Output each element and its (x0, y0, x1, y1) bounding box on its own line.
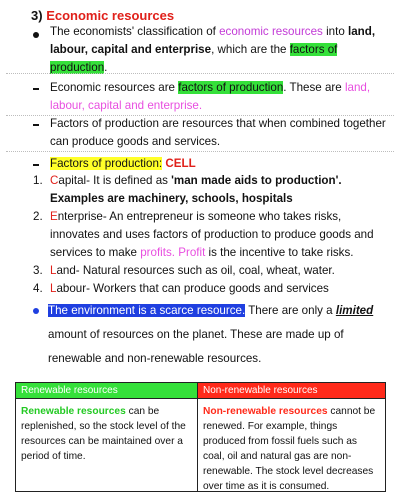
list-item (33, 262, 383, 280)
text: into (322, 25, 348, 38)
item-number: 1. (33, 174, 43, 187)
header-label: Renewable resources (21, 385, 118, 396)
cell-text (21, 404, 191, 464)
text: and- Natural resources such as oil, coal, wheat, water. (56, 264, 335, 277)
heading-title: Economic resources (46, 8, 175, 23)
divider (6, 73, 394, 75)
text: abour- Workers that can produce goods and services (56, 282, 329, 295)
dash-item-economic (50, 79, 390, 115)
factors-yellow-highlight: Factors of production: (50, 157, 163, 170)
list-item (33, 172, 383, 208)
text: cannot be renewed. For example, things produced from fossil fuels such as coal, oil and natural gas are non-renewable. The stock level decreases over time as it is consumed. (203, 406, 376, 492)
dash-item-cell (50, 155, 196, 173)
profit-word: Profit (178, 246, 206, 259)
table-cell-nonrenewable (197, 398, 386, 492)
item-letter: C (50, 174, 59, 187)
text: can be replenished, so the stock level of the resources can be maintained over a period of time. (21, 406, 186, 462)
text: amount of resources on the planet. These are made up of renewable and non-renewable resources. (48, 328, 344, 365)
dash-item-factors: Factors of production are resources that when combined together can produce goods and services. (50, 117, 386, 148)
text: Economic resources are (50, 81, 179, 94)
numbered-list (33, 172, 383, 298)
heading-number: 3) (31, 8, 43, 23)
dash-marker (33, 88, 39, 90)
limited-word: limited (335, 304, 374, 317)
item-letter: L (50, 282, 57, 295)
factors-list: land, labour, capital and enterprise (50, 25, 376, 56)
header-label: Non-renewable resources (203, 385, 318, 396)
list-item (33, 280, 383, 298)
item-number: 4. (33, 282, 43, 295)
table-header-nonrenewable (197, 382, 386, 399)
text: . (104, 61, 108, 74)
item-number: 2. (33, 210, 43, 223)
pink-list: land, labour, capital and enterprise. (50, 81, 371, 112)
environment-highlight: The environment is a scarce resource. (48, 304, 246, 317)
item-letter: L (50, 264, 57, 277)
profits-word: profits. (140, 246, 175, 259)
factors-highlight: factors of production (178, 81, 284, 94)
table-header-renewable (15, 382, 198, 399)
bullet-environment (48, 299, 388, 371)
table-cell-renewable (15, 398, 198, 492)
text: . These are (283, 81, 345, 94)
cell-text (203, 404, 381, 494)
item-bold: 'man made aids to production'. Examples are machinery, schools, hospitals (50, 174, 342, 205)
economic-resources-highlight: economic resources (219, 25, 323, 38)
item-number: 3. (33, 264, 43, 277)
text: , which are the (211, 43, 290, 56)
dash-marker (33, 164, 39, 166)
renewable-lead: Renewable resources (21, 406, 126, 417)
bullet-dot (33, 308, 39, 314)
bullet-dot (33, 32, 39, 38)
item-letter: E (50, 210, 58, 223)
text: The economists' classification of (50, 25, 220, 38)
factors-highlight: factors of production (50, 43, 338, 74)
text: There are only a (245, 304, 336, 317)
list-item (33, 208, 383, 262)
nonrenewable-lead: Non-renewable resources (203, 406, 328, 417)
cell-acronym: CELL (165, 157, 196, 170)
text: nterprise- An entrepreneur is someone who takes risks, innovates and uses factors of production to produce goods and services to make (50, 210, 374, 259)
dash-marker (33, 124, 39, 126)
text: is the incentive to take risks. (205, 246, 354, 259)
text: apital- It is defined as (58, 174, 172, 187)
bullet-classification (50, 23, 385, 77)
divider (6, 151, 394, 153)
